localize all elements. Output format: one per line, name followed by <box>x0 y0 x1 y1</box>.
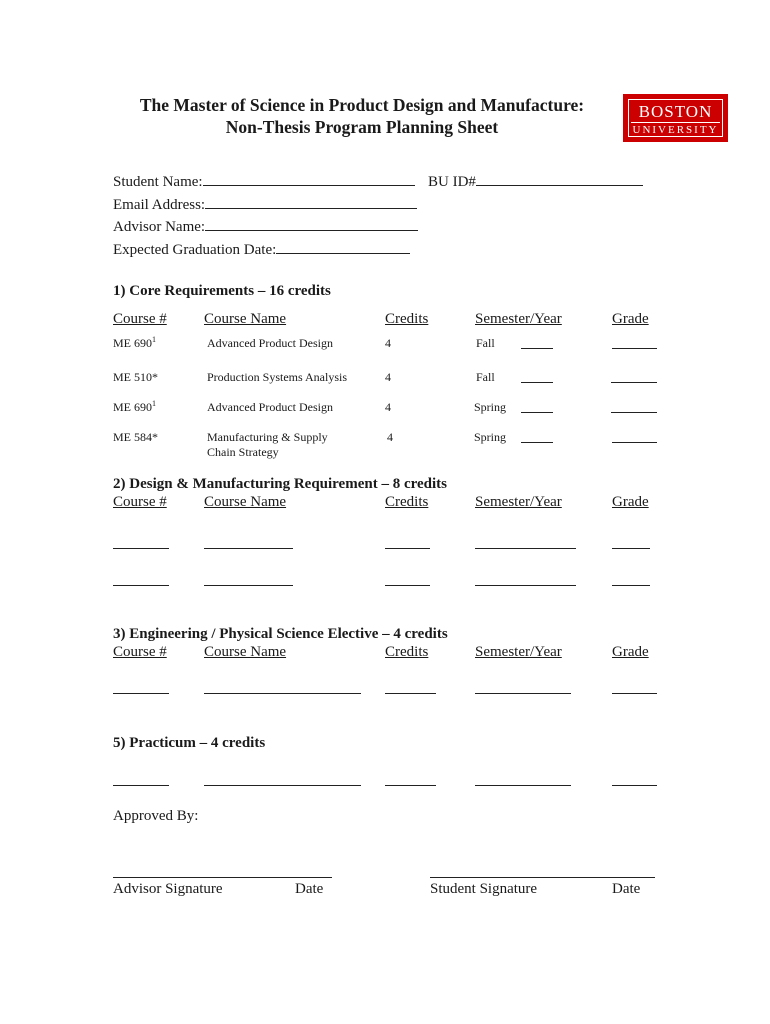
col-semester: Semester/Year <box>475 311 562 327</box>
col-course-name: Course Name <box>204 311 287 327</box>
table-row-course: ME $690^1$ <box>113 399 156 414</box>
table-row-semester: Fall <box>476 336 495 350</box>
credits-blank[interactable] <box>385 585 430 586</box>
table-row-name: Production Systems Analysis <box>207 370 348 384</box>
page-title: The Master of Science in Product Design and Manufacture: <box>139 95 585 115</box>
grade-blank[interactable] <box>612 348 657 349</box>
semester-blank[interactable] <box>475 785 571 786</box>
grade-blank[interactable] <box>612 442 657 443</box>
student-name-field[interactable] <box>113 174 415 191</box>
year-blank[interactable] <box>521 412 553 413</box>
course-name-blank[interactable] <box>204 693 361 694</box>
col-course-name: Course Name <box>204 494 287 510</box>
table-row-credits: 4 <box>385 370 391 384</box>
table-row-credits: 4 <box>385 336 391 350</box>
course-name-blank[interactable] <box>204 785 361 786</box>
col-semester: Semester/Year <box>475 494 562 510</box>
advisor-signature-label: Advisor Signature <box>113 881 223 897</box>
col-grade: Grade <box>612 311 649 327</box>
table-row-course: ME $690^1$ <box>113 335 156 350</box>
core-requirements-heading: 1) Core Requirements – 16 credits <box>113 283 331 299</box>
bu-id-field[interactable] <box>428 174 643 191</box>
col-grade: Grade <box>612 644 649 660</box>
table-row-semester: Fall <box>476 370 495 384</box>
advisor-name-line[interactable] <box>205 219 418 231</box>
col-credits: Credits <box>385 311 429 327</box>
practicum-heading: 5) Practicum – 4 credits <box>113 735 266 751</box>
year-blank[interactable] <box>521 382 553 383</box>
semester-blank[interactable] <box>475 693 571 694</box>
table-row-semester: Spring <box>474 430 507 444</box>
table-row-name-cont: Chain Strategy <box>207 445 279 459</box>
table-row-name: Manufacturing & Supply <box>207 430 328 444</box>
table-row-course: ME 584* <box>113 430 158 444</box>
email-label: Email Address: <box>113 197 206 213</box>
page-subtitle: Non-Thesis Program Planning Sheet <box>225 117 499 137</box>
table-row-credits: 4 <box>385 400 391 414</box>
bu-id-line[interactable] <box>476 174 643 186</box>
credits-blank[interactable] <box>385 548 430 549</box>
grade-blank[interactable] <box>611 412 657 413</box>
logo-text-university: UNIVERSITY <box>632 124 719 136</box>
advisor-name-label: Advisor Name: <box>113 219 206 235</box>
email-line[interactable] <box>205 197 417 209</box>
student-name-label: Student Name: <box>113 174 203 190</box>
student-signature-label: Student Signature <box>430 881 538 897</box>
design-requirement-heading: 2) Design & Manufacturing Requirement – 8 credits <box>113 476 447 492</box>
course-blank[interactable] <box>113 548 169 549</box>
year-blank[interactable] <box>521 348 553 349</box>
graduation-date-label: Expected Graduation Date: <box>113 242 277 258</box>
bu-id-label: BU ID# <box>428 174 476 190</box>
table-row-name: Advanced Product Design <box>207 400 333 414</box>
logo-text-boston: BOSTON <box>638 102 713 121</box>
course-blank[interactable] <box>113 785 169 786</box>
col-credits: Credits <box>385 494 429 510</box>
advisor-signature-line[interactable] <box>113 877 332 878</box>
advisor-name-field[interactable] <box>113 219 418 236</box>
elective-heading: 3) Engineering / Physical Science Elective – 4 credits <box>113 626 448 642</box>
approved-by-label: Approved By: <box>113 808 199 824</box>
table-row-semester: Spring <box>474 400 507 414</box>
credits-blank[interactable] <box>385 693 436 694</box>
email-field[interactable] <box>113 197 417 214</box>
course-blank[interactable] <box>113 693 169 694</box>
student-signature-line[interactable] <box>430 877 655 878</box>
col-credits: Credits <box>385 644 429 660</box>
table-row-name: Advanced Product Design <box>207 336 333 350</box>
year-blank[interactable] <box>521 442 553 443</box>
semester-blank[interactable] <box>475 585 576 586</box>
advisor-date-label: Date <box>295 881 324 897</box>
course-blank[interactable] <box>113 585 169 586</box>
grade-blank[interactable] <box>612 785 657 786</box>
col-course: Course # <box>113 494 167 510</box>
col-course: Course # <box>113 311 167 327</box>
semester-blank[interactable] <box>475 548 576 549</box>
col-course-name: Course Name <box>204 644 287 660</box>
table-row-course: ME 510* <box>113 370 158 384</box>
grade-blank[interactable] <box>612 548 650 549</box>
table-row-credits: 4 <box>387 430 393 444</box>
grade-blank[interactable] <box>612 693 657 694</box>
graduation-date-line[interactable] <box>276 242 410 254</box>
course-name-blank[interactable] <box>204 585 293 586</box>
student-date-label: Date <box>612 881 641 897</box>
credits-blank[interactable] <box>385 785 436 786</box>
grade-blank[interactable] <box>611 382 657 383</box>
boston-university-logo <box>623 94 728 142</box>
col-semester: Semester/Year <box>475 644 562 660</box>
grade-blank[interactable] <box>612 585 650 586</box>
student-name-line[interactable] <box>203 174 415 186</box>
course-name-blank[interactable] <box>204 548 293 549</box>
col-course: Course # <box>113 644 167 660</box>
col-grade: Grade <box>612 494 649 510</box>
graduation-date-field[interactable] <box>113 242 410 259</box>
